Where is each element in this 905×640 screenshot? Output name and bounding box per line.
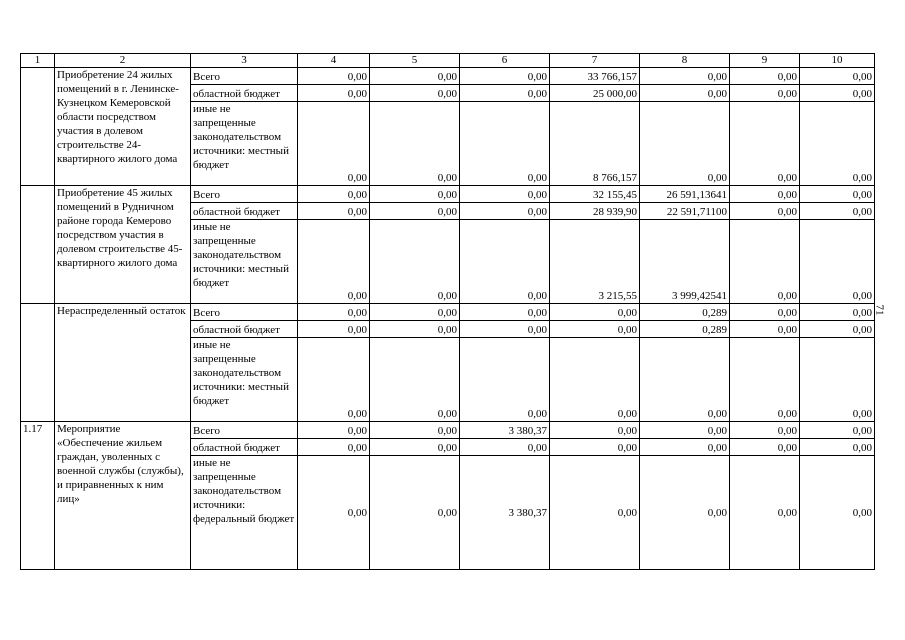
amount-cell: 26 591,13641 (640, 186, 730, 203)
amount-cell: 8 766,157 (550, 102, 640, 186)
amount-cell: 0,00 (298, 220, 370, 304)
funding-source: областной бюджет (191, 321, 298, 338)
funding-source: иные не запрещенные законодательством источники: местный бюджет (191, 102, 298, 186)
amount-cell: 0,00 (730, 321, 800, 338)
amount-cell: 0,00 (370, 68, 460, 85)
amount-cell: 0,00 (370, 102, 460, 186)
item-name: Нераспределенный остаток (55, 304, 191, 422)
amount-cell: 0,00 (550, 304, 640, 321)
amount-cell: 0,00 (800, 304, 875, 321)
amount-cell: 0,00 (298, 321, 370, 338)
amount-cell: 0,00 (298, 102, 370, 186)
amount-cell: 0,00 (800, 102, 875, 186)
funding-source: Всего (191, 304, 298, 321)
amount-cell: 0,00 (730, 338, 800, 422)
column-header-6: 6 (460, 54, 550, 68)
table-row (21, 422, 875, 439)
amount-cell: 33 766,157 (550, 68, 640, 85)
amount-cell: 3 380,37 (460, 422, 550, 439)
amount-cell: 3 215,55 (550, 220, 640, 304)
budget-table (20, 53, 875, 570)
amount-cell: 0,00 (298, 68, 370, 85)
table-row (21, 186, 875, 203)
amount-cell: 0,289 (640, 321, 730, 338)
amount-cell: 0,00 (298, 456, 370, 570)
column-header-2: 2 (55, 54, 191, 68)
amount-cell: 0,00 (370, 186, 460, 203)
funding-source: иные не запрещенные законодательством источники: федеральный бюджет (191, 456, 298, 570)
column-header-row (21, 54, 875, 68)
amount-cell: 0,00 (730, 203, 800, 220)
page-number: 71 (873, 304, 886, 316)
amount-cell: 0,00 (550, 456, 640, 570)
amount-cell: 0,00 (730, 220, 800, 304)
amount-cell: 0,00 (460, 439, 550, 456)
column-header-3: 3 (191, 54, 298, 68)
amount-cell: 0,00 (460, 321, 550, 338)
item-name: Приобретение 24 жилых помещений в г. Ленинске-Кузнецком Кемеровской области посредством участия в долевом строительстве 24-квартирного жилого дома (55, 68, 191, 186)
amount-cell: 0,00 (730, 85, 800, 102)
amount-cell: 0,00 (298, 338, 370, 422)
item-name: Приобретение 45 жилых помещений в Рудничном районе города Кемерово посредством участия в долевом строительстве 45-квартирного жилого дома (55, 186, 191, 304)
amount-cell: 0,00 (298, 85, 370, 102)
amount-cell: 0,00 (550, 439, 640, 456)
column-header-5: 5 (370, 54, 460, 68)
amount-cell: 28 939,90 (550, 203, 640, 220)
amount-cell: 0,289 (640, 304, 730, 321)
amount-cell: 22 591,71100 (640, 203, 730, 220)
amount-cell: 0,00 (370, 338, 460, 422)
amount-cell: 0,00 (460, 68, 550, 85)
amount-cell: 0,00 (800, 439, 875, 456)
amount-cell: 0,00 (730, 186, 800, 203)
amount-cell: 0,00 (640, 338, 730, 422)
amount-cell: 32 155,45 (550, 186, 640, 203)
amount-cell: 0,00 (298, 186, 370, 203)
amount-cell: 0,00 (370, 85, 460, 102)
amount-cell: 0,00 (550, 422, 640, 439)
item-index (21, 186, 55, 304)
amount-cell: 0,00 (370, 220, 460, 304)
item-index (21, 304, 55, 422)
amount-cell: 0,00 (298, 304, 370, 321)
amount-cell: 0,00 (640, 102, 730, 186)
amount-cell: 3 380,37 (460, 456, 550, 570)
amount-cell: 0,00 (640, 68, 730, 85)
amount-cell: 0,00 (800, 85, 875, 102)
amount-cell: 0,00 (730, 456, 800, 570)
amount-cell: 25 000,00 (550, 85, 640, 102)
amount-cell: 0,00 (370, 439, 460, 456)
amount-cell: 0,00 (730, 102, 800, 186)
amount-cell: 0,00 (298, 439, 370, 456)
amount-cell: 0,00 (730, 439, 800, 456)
column-header-1: 1 (21, 54, 55, 68)
funding-source: иные не запрещенные законодательством источники: местный бюджет (191, 338, 298, 422)
amount-cell: 0,00 (460, 338, 550, 422)
table-row (21, 304, 875, 321)
column-header-7: 7 (550, 54, 640, 68)
amount-cell: 0,00 (800, 203, 875, 220)
funding-source: иные не запрещенные законодательством источники: местный бюджет (191, 220, 298, 304)
amount-cell: 0,00 (640, 456, 730, 570)
funding-source: областной бюджет (191, 203, 298, 220)
amount-cell: 0,00 (730, 304, 800, 321)
amount-cell: 0,00 (460, 85, 550, 102)
amount-cell: 0,00 (800, 338, 875, 422)
table-body (21, 54, 875, 570)
amount-cell: 0,00 (550, 321, 640, 338)
amount-cell: 0,00 (460, 220, 550, 304)
amount-cell: 0,00 (298, 422, 370, 439)
column-header-10: 10 (800, 54, 875, 68)
amount-cell: 3 999,42541 (640, 220, 730, 304)
column-header-4: 4 (298, 54, 370, 68)
table-row (21, 68, 875, 85)
amount-cell: 0,00 (370, 321, 460, 338)
column-header-8: 8 (640, 54, 730, 68)
funding-source: областной бюджет (191, 85, 298, 102)
funding-source: Всего (191, 422, 298, 439)
amount-cell: 0,00 (370, 304, 460, 321)
amount-cell: 0,00 (370, 456, 460, 570)
amount-cell: 0,00 (460, 102, 550, 186)
amount-cell: 0,00 (800, 422, 875, 439)
amount-cell: 0,00 (460, 304, 550, 321)
amount-cell: 0,00 (800, 186, 875, 203)
amount-cell: 0,00 (370, 422, 460, 439)
amount-cell: 0,00 (370, 203, 460, 220)
amount-cell: 0,00 (730, 68, 800, 85)
amount-cell: 0,00 (730, 422, 800, 439)
item-name: Мероприятие «Обеспечение жильем граждан, уволенных с военной службы (службы), и приравненных к ним лиц» (55, 422, 191, 570)
amount-cell: 0,00 (800, 68, 875, 85)
item-index: 1.17 (21, 422, 55, 570)
amount-cell: 0,00 (640, 422, 730, 439)
amount-cell: 0,00 (800, 321, 875, 338)
funding-source: областной бюджет (191, 439, 298, 456)
amount-cell: 0,00 (640, 439, 730, 456)
funding-source: Всего (191, 186, 298, 203)
amount-cell: 0,00 (800, 220, 875, 304)
amount-cell: 0,00 (460, 203, 550, 220)
item-index (21, 68, 55, 186)
amount-cell: 0,00 (550, 338, 640, 422)
amount-cell: 0,00 (298, 203, 370, 220)
funding-source: Всего (191, 68, 298, 85)
amount-cell: 0,00 (800, 456, 875, 570)
amount-cell: 0,00 (640, 85, 730, 102)
amount-cell: 0,00 (460, 186, 550, 203)
column-header-9: 9 (730, 54, 800, 68)
